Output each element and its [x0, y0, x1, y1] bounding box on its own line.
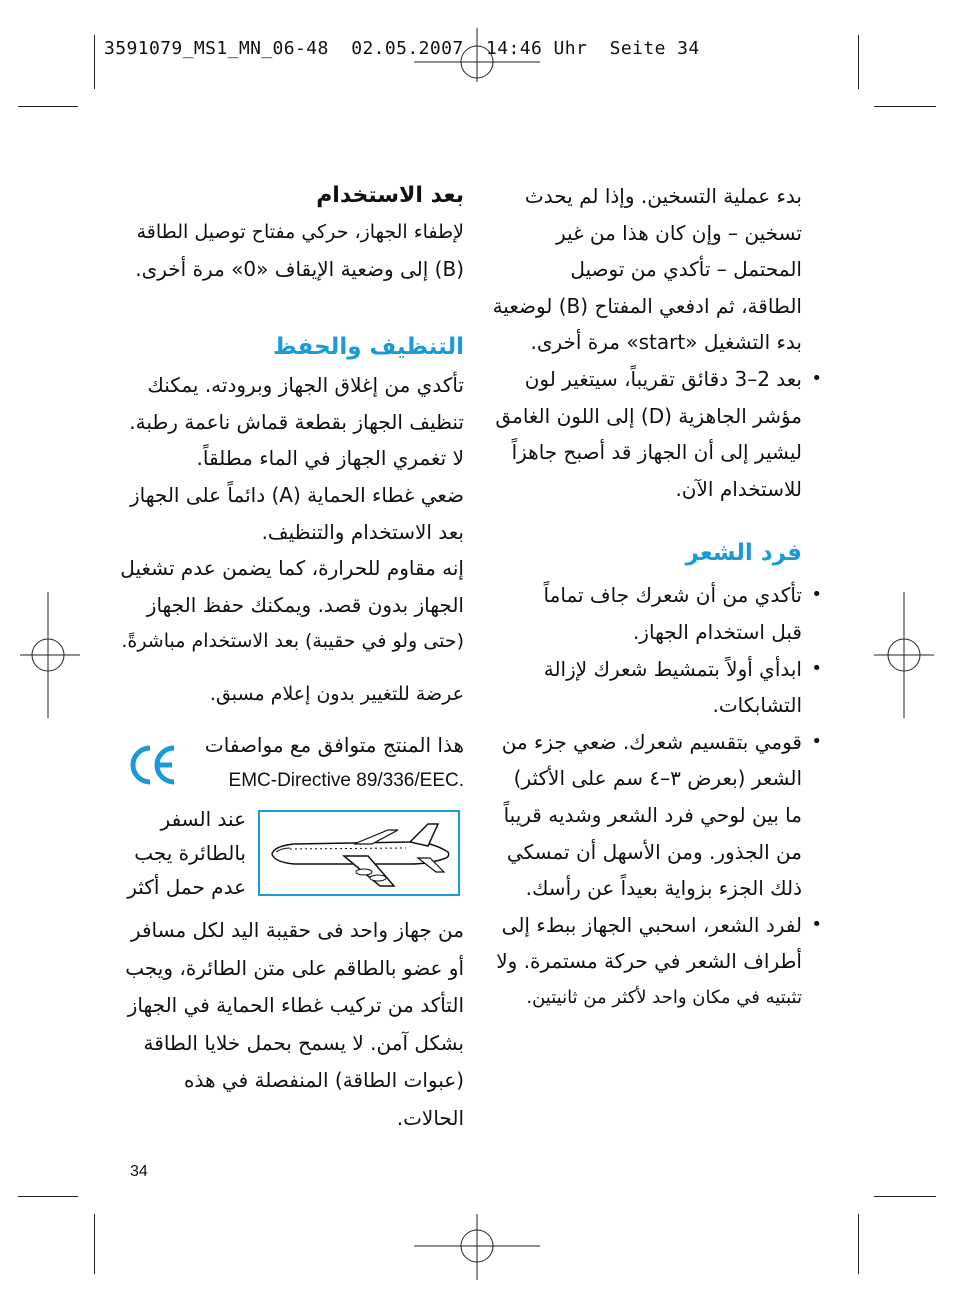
ce-directive: [205, 762, 464, 798]
print-header: 3591079_MS1_MN_06-48 02.05.2007 14:46 Uhr Seite 34: [104, 38, 700, 59]
ce-line: هذا المنتج متوافق مع مواصفات: [204, 733, 464, 757]
list-item-line: تثبتيه في مكان واحد لأكثر من ثانيتين.: [526, 986, 802, 1008]
list-item-line: ما بين لوحي فرد الشعر وشديه قريباً: [503, 802, 802, 827]
crop-mark: [18, 1196, 78, 1197]
registration-mark-icon: [20, 592, 80, 718]
crop-mark: [858, 35, 859, 89]
crop-mark: [858, 1214, 859, 1274]
list-item-line: للاستخدام الآن.: [675, 476, 802, 501]
ce-compliance: [124, 728, 464, 794]
intro-line: المحتمل – تأكدي من توصيل: [570, 257, 802, 282]
travel-line: بشكل آمن. لا يسمح بحمل خلايا الطاقة: [143, 1030, 464, 1055]
paragraph-line: بعد الاستخدام والتنظيف.: [261, 519, 464, 544]
paragraph-line: الجهاز بدون قصد. ويمكنك حفظ الجهاز: [146, 592, 464, 617]
paragraph-line: تنظيف الجهاز بقطعة قماش ناعمة رطبة.: [129, 409, 464, 434]
list-item-line: • تأكدي من أن شعرك جاف تماماً: [543, 583, 802, 608]
right-column: [486, 178, 802, 1016]
travel-note-side: [124, 802, 246, 904]
ready-indicator-list: [486, 361, 802, 507]
airplane-icon: [260, 812, 458, 894]
paragraph-line: تأكدي من إغلاق الجهاز وبرودته. يمكنك: [147, 373, 464, 398]
page-number: 34: [130, 1163, 148, 1180]
paragraph-line: لا تغمري الجهاز في الماء مطلقاً.: [196, 446, 464, 471]
list-item-line: • لفرد الشعر، اسحبي الجهاز ببطء إلى: [501, 912, 802, 937]
list-item-line: • ابدأي أولاً بتمشيط شعرك لإزالة: [543, 656, 802, 681]
ce-mark-icon: [128, 742, 176, 788]
travel-line: التأكد من تركيب غطاء الحماية في الجهاز: [127, 993, 464, 1018]
list-item-line: • قومي بتقسيم شعرك. ضعي جزء من: [501, 729, 802, 754]
crop-mark: [874, 106, 936, 107]
paragraph-line: إنه مقاوم للحرارة، كما يضمن عدم تشغيل: [120, 556, 464, 581]
paragraph-line: لإطفاء الجهاز، حركي مفتاح توصيل الطاقة: [136, 221, 464, 243]
travel-note: [120, 912, 464, 1138]
list-item-line: قبل استخدام الجهاز.: [632, 619, 802, 644]
crop-mark: [94, 35, 95, 89]
intro-line: تسخين – وإن كان هذا من غير: [556, 220, 802, 245]
list-item-line: أطراف الشعر في حركة مستمرة. ولا: [496, 949, 802, 974]
list-item: [486, 361, 802, 507]
list-item: [486, 907, 802, 1017]
crop-mark: [94, 1214, 95, 1274]
registration-mark-icon: [414, 28, 540, 82]
list-item: [486, 724, 802, 907]
directive-text: EMC-Directive 89/336/EEC.: [228, 770, 464, 791]
registration-mark-icon: [874, 592, 934, 718]
travel-line: عند السفر: [160, 807, 246, 831]
list-item-line: • بعد 2–3 دقائق تقريباً، سيتغير لون: [524, 366, 802, 391]
list-item-line: مؤشر الجاهزية (D) إلى اللون الغامق: [495, 403, 802, 428]
paragraph-line: ضعي غطاء الحماية (A) دائماً على الجهاز: [129, 482, 464, 507]
travel-line: بالطائرة يجب: [134, 841, 246, 865]
list-item-line: ليشير إلى أن الجهاز قد أصبح جاهزاً: [511, 440, 802, 465]
section-title-after-use: بعد الاستخدام: [316, 183, 464, 208]
list-item-line: ذلك الجزء بزواية بعيداً عن رأسك.: [525, 876, 802, 901]
intro-line: بدء التشغيل «start» مرة أخرى.: [530, 330, 802, 355]
list-item-line: الشعر (بعرض ٣–٤ سم على الأكثر): [513, 766, 802, 791]
section-title-straightening: فرد الشعر: [685, 540, 802, 567]
straightening-steps: [486, 577, 802, 1016]
ce-statement: [205, 728, 464, 798]
intro-line: الطاقة، ثم ادفعي المفتاح (B) لوضعية: [492, 293, 802, 318]
list-item-line: من الجذور. ومن الأسهل أن تمسكي: [506, 839, 802, 864]
list-item: [486, 577, 802, 650]
registration-mark-icon: [414, 1214, 540, 1280]
list-item-line: التشابكات.: [712, 693, 802, 718]
notice-text: عرضة للتغيير بدون إعلام مسبق.: [209, 682, 464, 705]
intro-line: بدء عملية التسخين. وإذا لم يحدث: [524, 184, 802, 208]
airplane-illustration: [258, 810, 460, 896]
paragraph-line: (حتى ولو في حقيبة) بعد الاستخدام مباشرةً.: [121, 630, 464, 653]
travel-line: عدم حمل أكثر: [127, 875, 246, 899]
section-title-cleaning: التنظيف والحفظ: [272, 334, 464, 361]
travel-line: من جهاز واحد فى حقيبة اليد لكل مسافر: [130, 918, 464, 942]
list-item: [486, 651, 802, 724]
crop-mark: [874, 1196, 936, 1197]
left-column: [120, 178, 464, 713]
paragraph-line: (B) إلى وضعية الإيقاف «0» مرة أخرى.: [135, 256, 464, 281]
travel-line: أو عضو بالطاقم على متن الطائرة، ويجب: [125, 955, 464, 980]
travel-line: (عبوات الطاقة) المنفصلة في هذه الحالات.: [184, 1068, 464, 1130]
crop-mark: [18, 106, 78, 107]
